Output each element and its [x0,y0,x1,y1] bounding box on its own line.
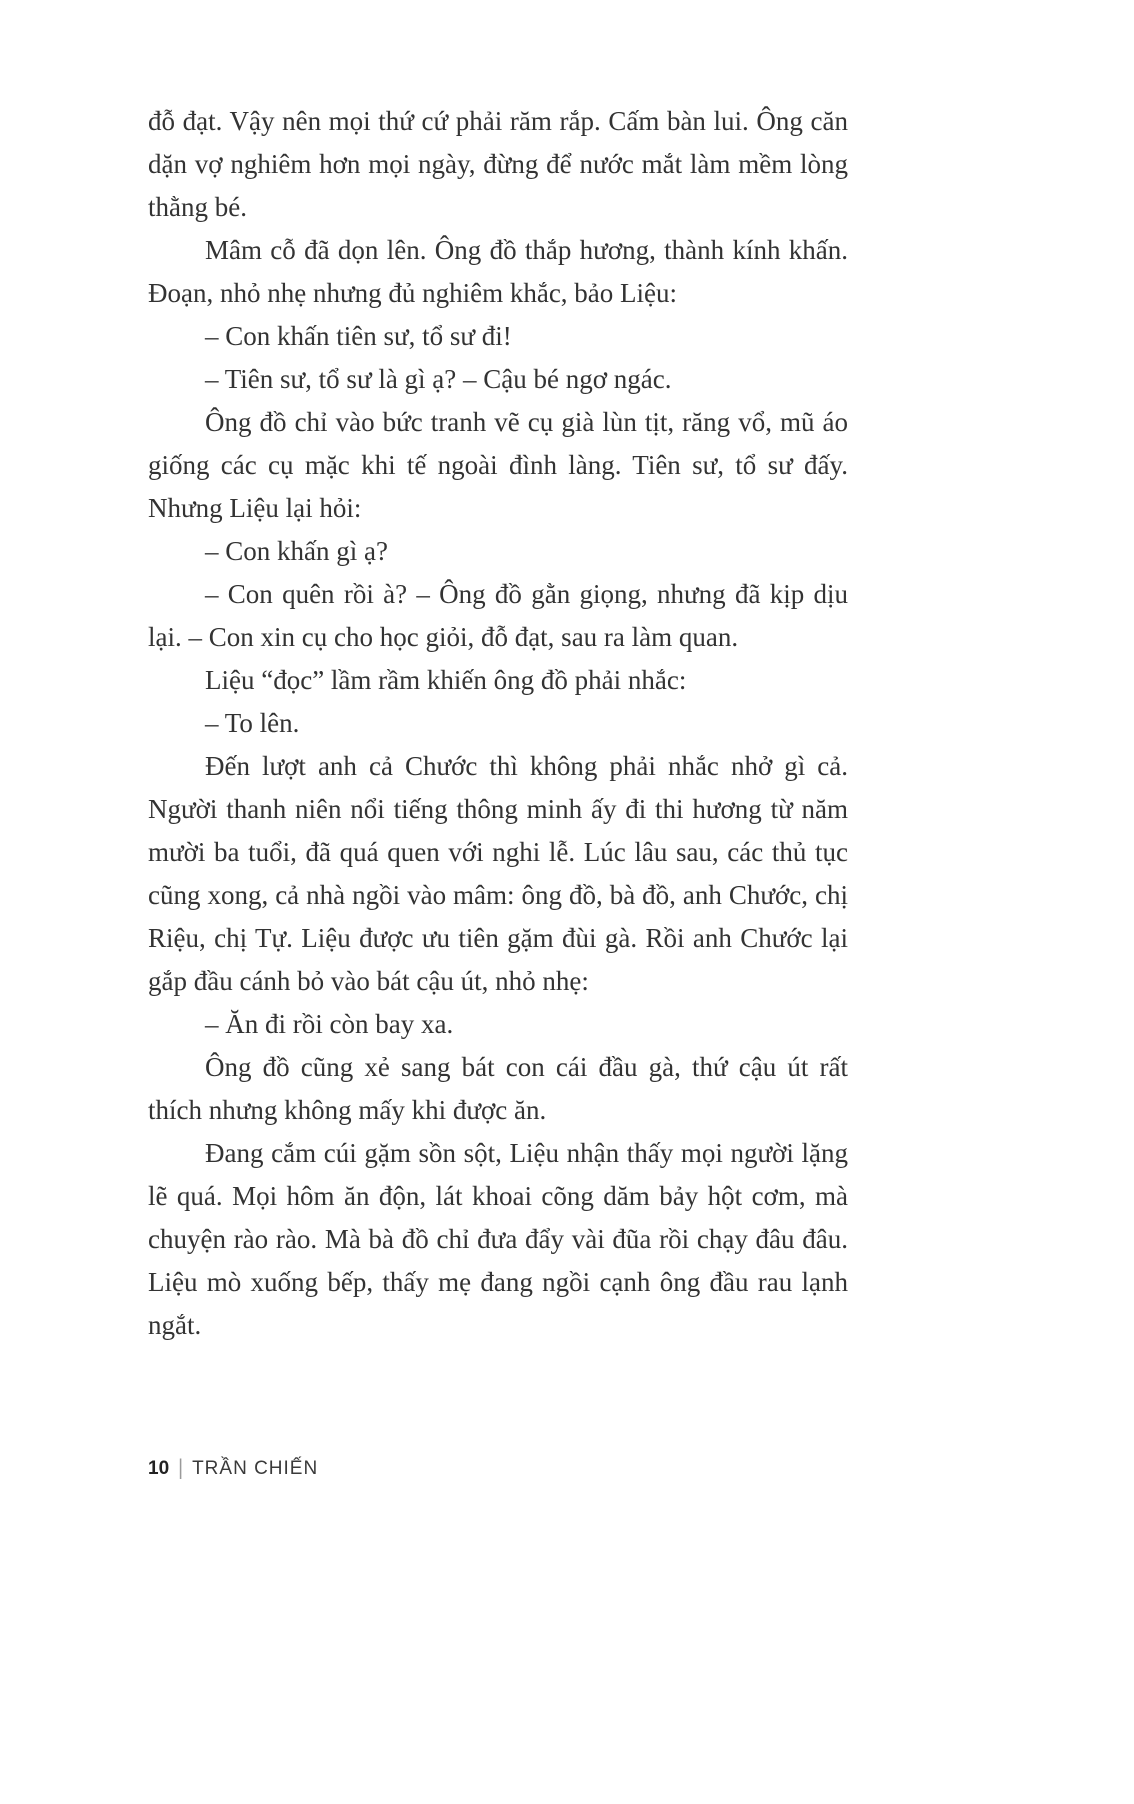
paragraph: Đang cắm cúi gặm sồn sột, Liệu nhận thấy mọi người lặng lẽ quá. Mọi hôm ăn độn, lát khoai cõng dăm bảy hột cơm, mà chuyện rào rào. Mà bà đồ chỉ đưa đẩy vài đũa rồi chạy đâu đâu. Liệu mò xuống bếp, thấy mẹ đang ngồi cạnh ông đầu rau lạnh ngắt. [148,1138,848,1340]
dialogue-line: – To lên. [205,708,300,738]
paragraph: Mâm cỗ đã dọn lên. Ông đồ thắp hương, thành kính khấn. Đoạn, nhỏ nhẹ nhưng đủ nghiêm khắc, bảo Liệu: [148,235,848,308]
dialogue-line: – Con khấn tiên sư, tổ sư đi! [205,321,512,351]
paragraph: đỗ đạt. Vậy nên mọi thứ cứ phải răm rắp. Cấm bàn lui. Ông căn dặn vợ nghiêm hơn mọi ngày, đừng để nước mắt làm mềm lòng thằng bé. [148,106,848,222]
paragraph: Ông đồ chỉ vào bức tranh vẽ cụ già lùn tịt, răng vổ, mũ áo giống các cụ mặc khi tế ngoài đình làng. Tiên sư, tổ sư đấy. Nhưng Liệu lại hỏi: [148,407,848,523]
footer-divider: | [178,1456,184,1481]
paragraph: Đến lượt anh cả Chước thì không phải nhắc nhở gì cả. Người thanh niên nổi tiếng thông minh ấy đi thi hương từ năm mười ba tuổi, đã quá quen với nghi lễ. Lúc lâu sau, các thủ tục cũng xong, cả nhà ngồi vào mâm: ông đồ, bà đồ, anh Chước, chị Riệu, chị Tự. Liệu được ưu tiên gặm đùi gà. Rồi anh Chước lại gắp đầu cánh bỏ vào bát cậu út, nhỏ nhẹ: [148,751,848,996]
paragraph: Liệu “đọc” lầm rầm khiến ông đồ phải nhắc: [205,665,687,695]
author-name: TRẦN CHIẾN [192,1458,319,1479]
page-footer [148,1458,318,1480]
dialogue-line: – Con khấn gì ạ? [205,536,388,566]
dialogue-line: – Ăn đi rồi còn bay xa. [205,1009,454,1039]
dialogue-line: – Tiên sư, tổ sư là gì ạ? – Cậu bé ngơ ngác. [205,364,672,394]
page-body-text [148,100,848,1347]
page-number: 10 [148,1458,170,1479]
dialogue-line: – Con quên rồi à? – Ông đồ gằn giọng, nhưng đã kịp dịu lại. – Con xin cụ cho học giỏi, đỗ đạt, sau ra làm quan. [148,579,848,652]
paragraph: Ông đồ cũng xẻ sang bát con cái đầu gà, thứ cậu út rất thích nhưng không mấy khi được ăn. [148,1052,848,1125]
